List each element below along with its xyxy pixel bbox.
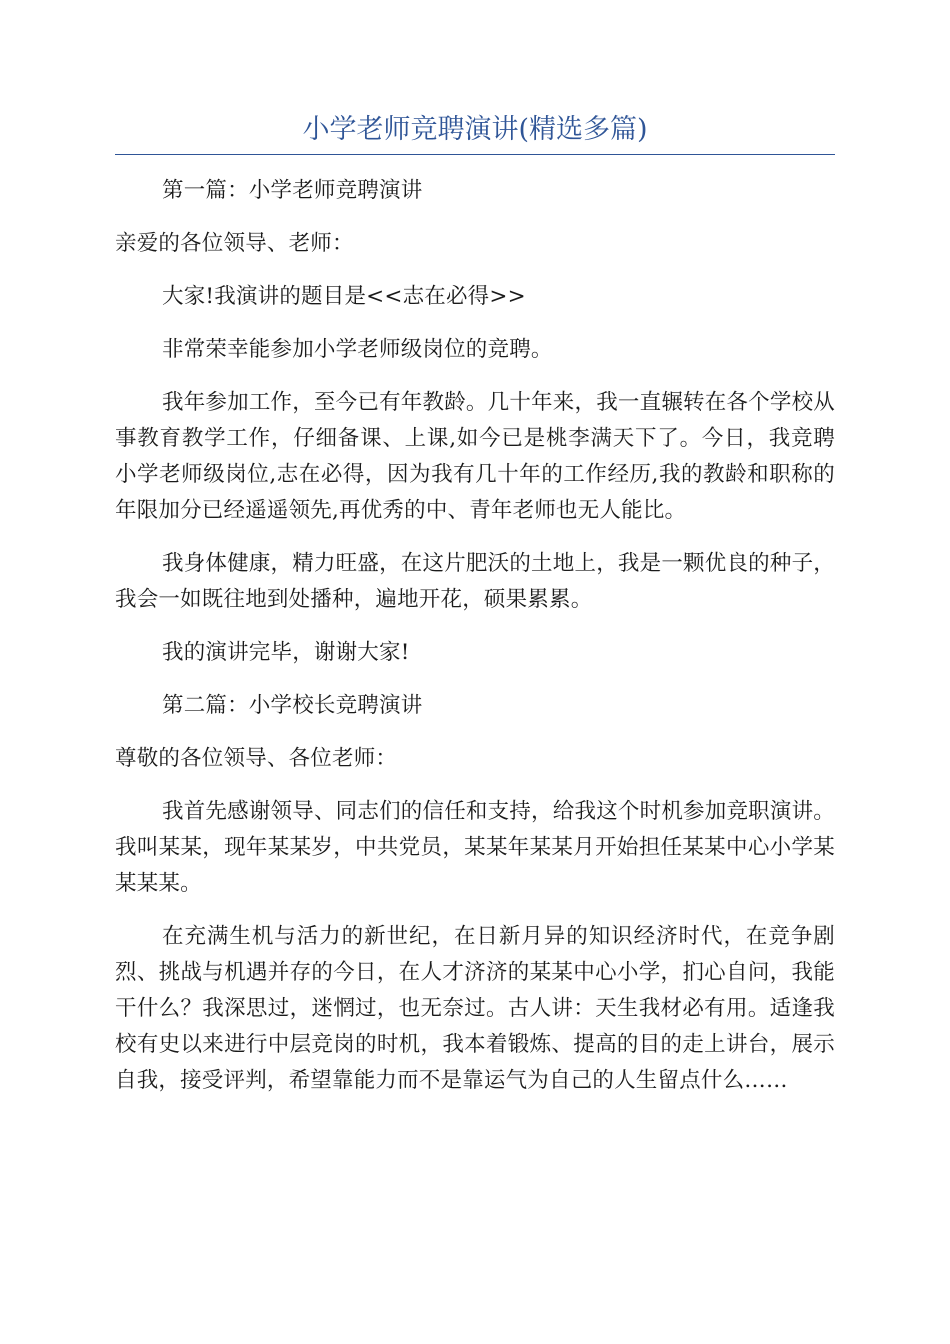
paragraph: 尊敬的各位领导、各位老师： — [115, 746, 398, 771]
paragraph: 亲爱的各位领导、老师： — [115, 231, 354, 256]
document-body — [115, 173, 835, 1099]
paragraph: 我首先感谢领导、同志们的信任和支持，给我这个时机参加竞职演讲。我叫某某，现年某某岁，中共党员，某某年某某月开始担任某某中心小学某某某某。 — [115, 799, 835, 896]
paragraph: 第二篇：小学校长竞聘演讲 — [162, 693, 423, 718]
document-title: 小学老师竞聘演讲(精选多篇) — [115, 110, 835, 155]
paragraph: 我身体健康，精力旺盛，在这片肥沃的土地上，我是一颗优良的种子，我会一如既往地到处播种，遍地开花，硕果累累。 — [115, 551, 835, 612]
paragraph: 我的演讲完毕，谢谢大家! — [162, 640, 410, 665]
paragraph: 我年参加工作，至今已有年教龄。几十年来，我一直辗转在各个学校从事教育教学工作，仔细备课、上课,如今已是桃李满天下了。今日，我竞聘小学老师级岗位,志在必得，因为我有几十年的工作经历,我的教龄和职称的年限加分已经遥遥领先,再优秀的中、青年老师也无人能比。 — [115, 390, 835, 523]
paragraph: 大家!我演讲的题目是<<志在必得>> — [162, 284, 526, 309]
paragraph: 第一篇：小学老师竞聘演讲 — [162, 178, 423, 203]
paragraph: 在充满生机与活力的新世纪，在日新月异的知识经济时代，在竞争剧烈、挑战与机遇并存的今日，在人才济济的某某中心小学，扪心自问，我能干什么？我深思过，迷惘过，也无奈过。古人讲：天生我材必有用。适逢我校有史以来进行中层竞岗的时机，我本着锻炼、提高的目的走上讲台，展示自我，接受评判，希望靠能力而不是靠运气为自己的人生留点什么…… — [115, 924, 835, 1093]
paragraph: 非常荣幸能参加小学老师级岗位的竞聘。 — [162, 337, 553, 362]
document-page — [115, 110, 835, 1116]
